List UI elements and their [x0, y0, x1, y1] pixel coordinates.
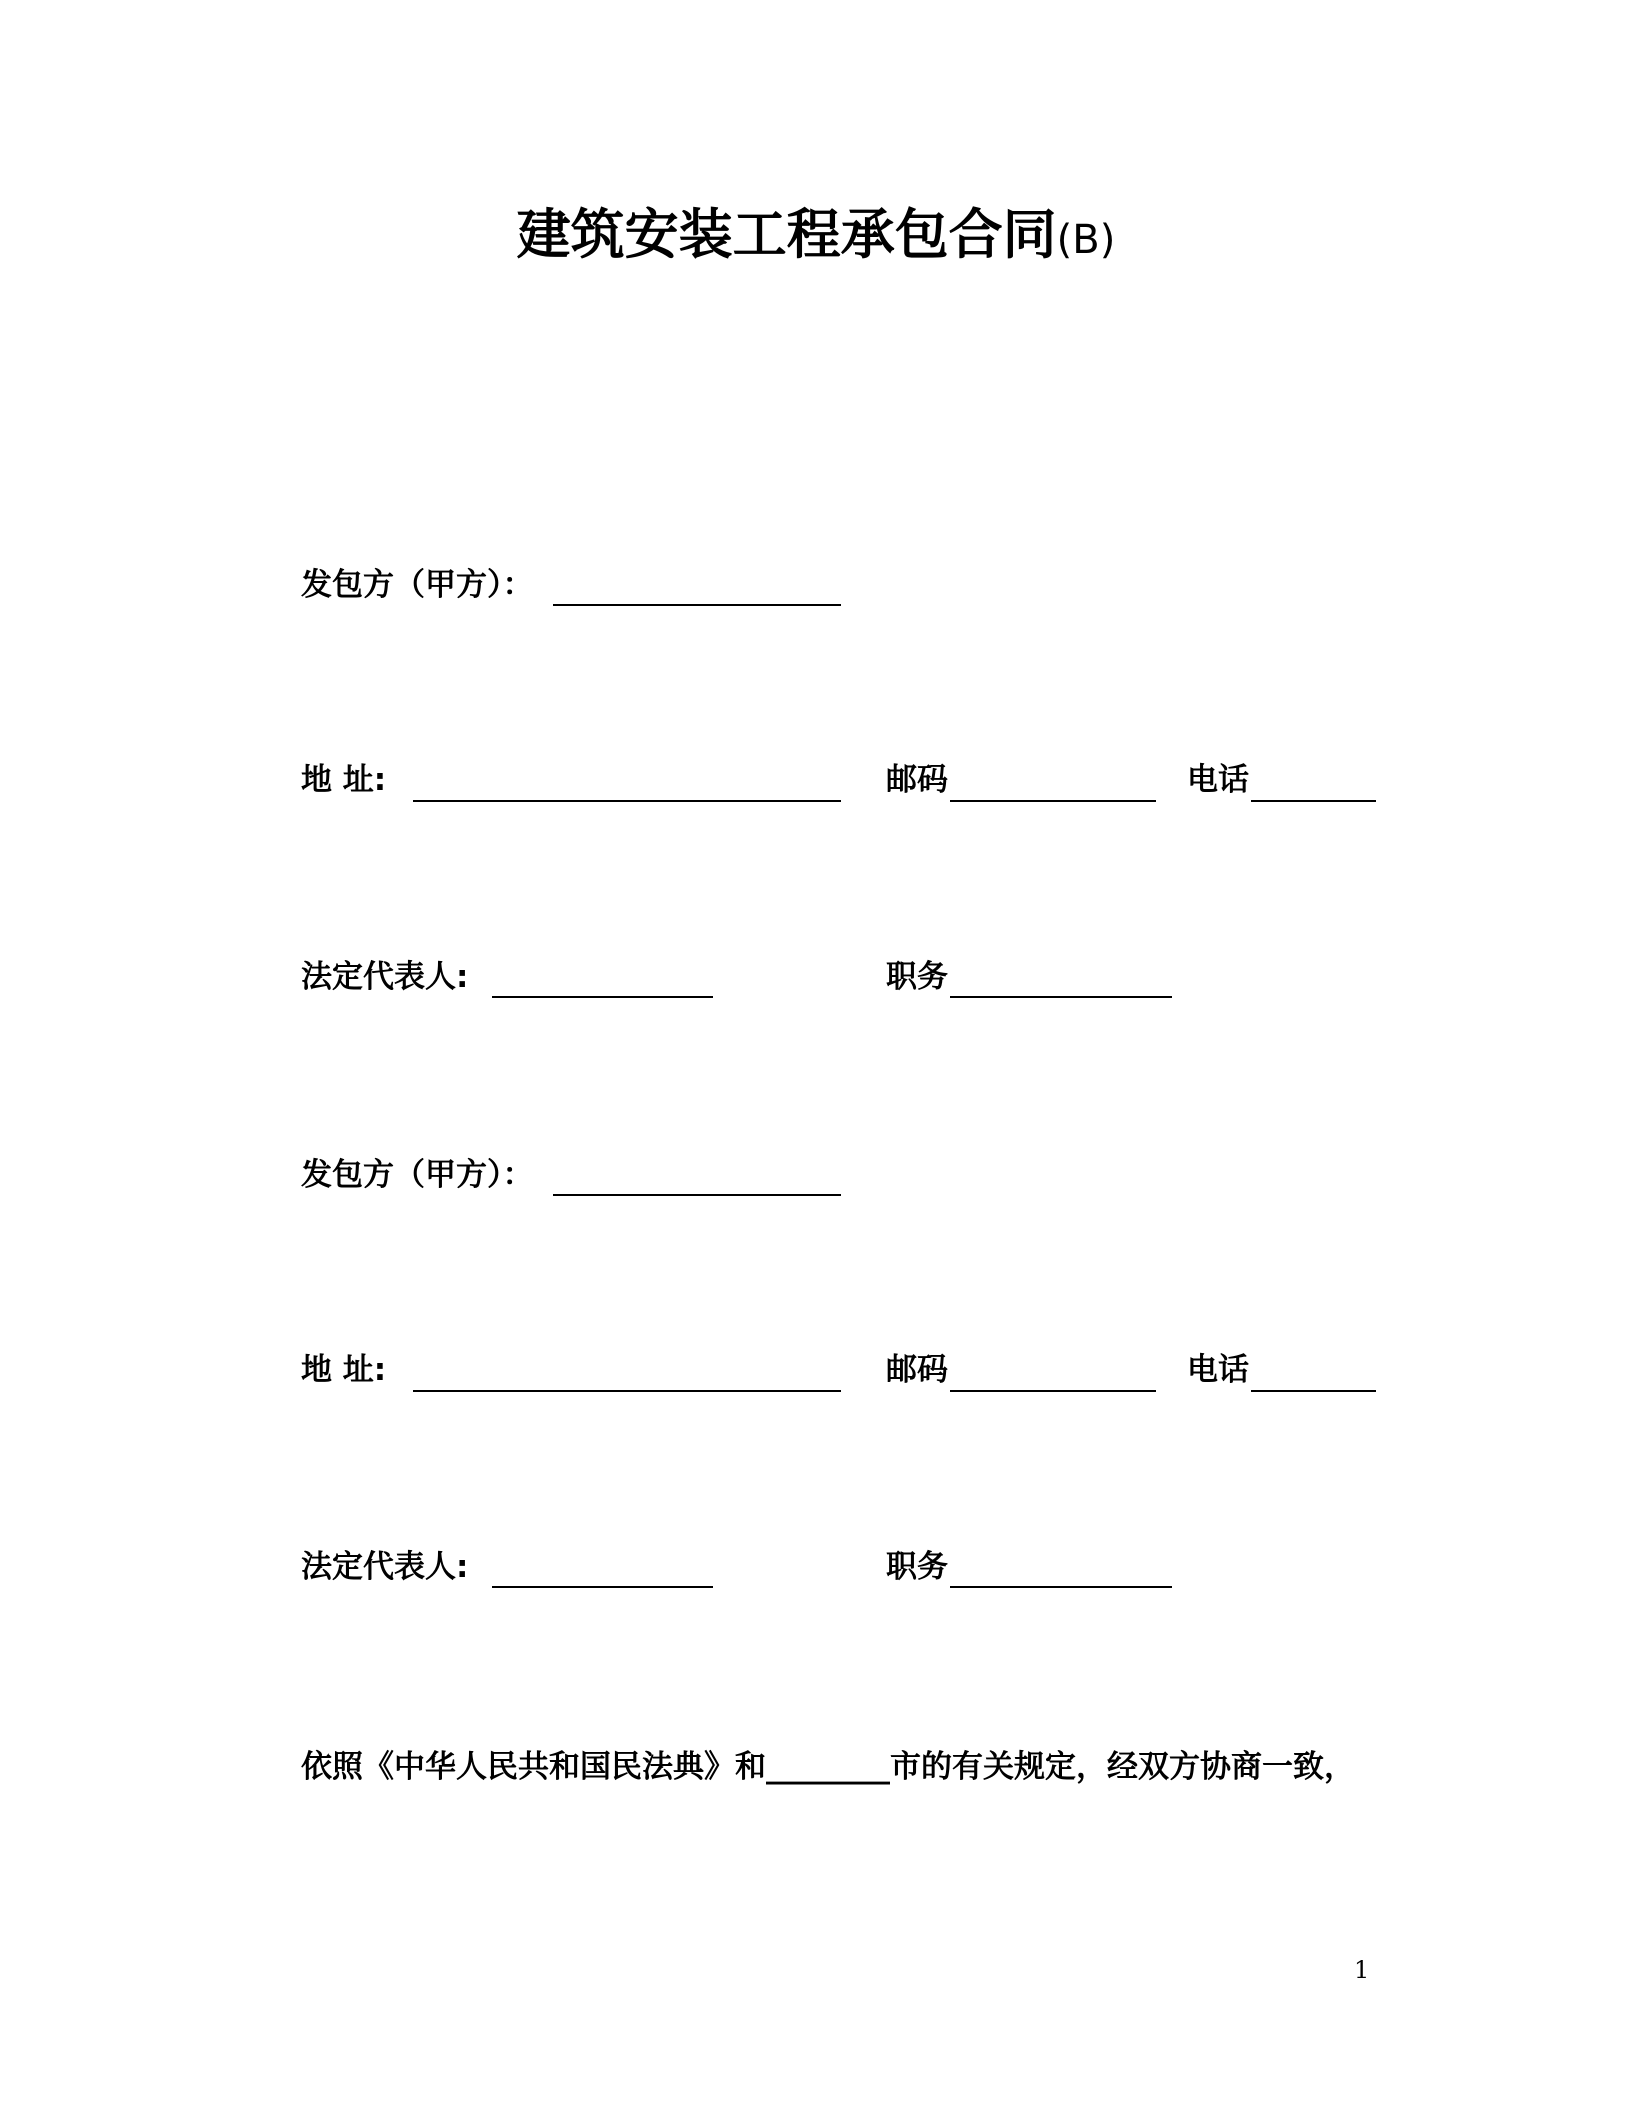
document-title: [0, 200, 1632, 275]
party-b-legal-rep-label: 法定代表人:: [301, 1549, 469, 1585]
party-b-name-blank: [553, 1194, 841, 1196]
opening-clause: [301, 1747, 1355, 1787]
party-a-address-label: 地 址:: [301, 762, 387, 798]
party-a-address-blank: [413, 800, 841, 802]
party-b-legal-rep-blank: [492, 1586, 713, 1588]
party-a-postcode-label: 邮码: [886, 762, 948, 798]
party-b-postcode-label: 邮码: [886, 1352, 948, 1388]
party-a-legal-rep-label: 法定代表人:: [301, 959, 469, 995]
party-a-label: 发包方（甲方）：: [301, 567, 534, 603]
party-a-phone-blank: [1251, 800, 1376, 802]
party-b-postcode-blank: [950, 1390, 1156, 1392]
party-a-position-blank: [950, 996, 1172, 998]
party-b-address-blank: [413, 1390, 841, 1392]
party-b-position-blank: [950, 1586, 1172, 1588]
party-a-name-blank: [553, 604, 841, 606]
party-b-phone-label: 电话: [1187, 1352, 1249, 1388]
clause-text-before: 依照《中华人民共和国民法典》和: [301, 1749, 766, 1785]
party-a-phone-label: 电话: [1187, 762, 1249, 798]
party-a-legal-rep-blank: [492, 996, 713, 998]
party-b-position-label: 职务: [886, 1549, 948, 1585]
clause-city-blank: ________: [766, 1749, 890, 1785]
party-a-position-label: 职务: [886, 959, 948, 995]
party-b-label: 发包方（甲方）：: [301, 1157, 534, 1193]
clause-text-after: 市的有关规定，经双方协商一致，: [890, 1749, 1355, 1785]
party-b-address-label: 地 址:: [301, 1352, 387, 1388]
party-b-phone-blank: [1251, 1390, 1376, 1392]
party-a-postcode-blank: [950, 800, 1156, 802]
page-number: 1: [1354, 1956, 1370, 1984]
document-title-text: 建筑安装工程承包合同: [516, 203, 1057, 266]
document-title-suffix: (B): [1056, 217, 1116, 263]
